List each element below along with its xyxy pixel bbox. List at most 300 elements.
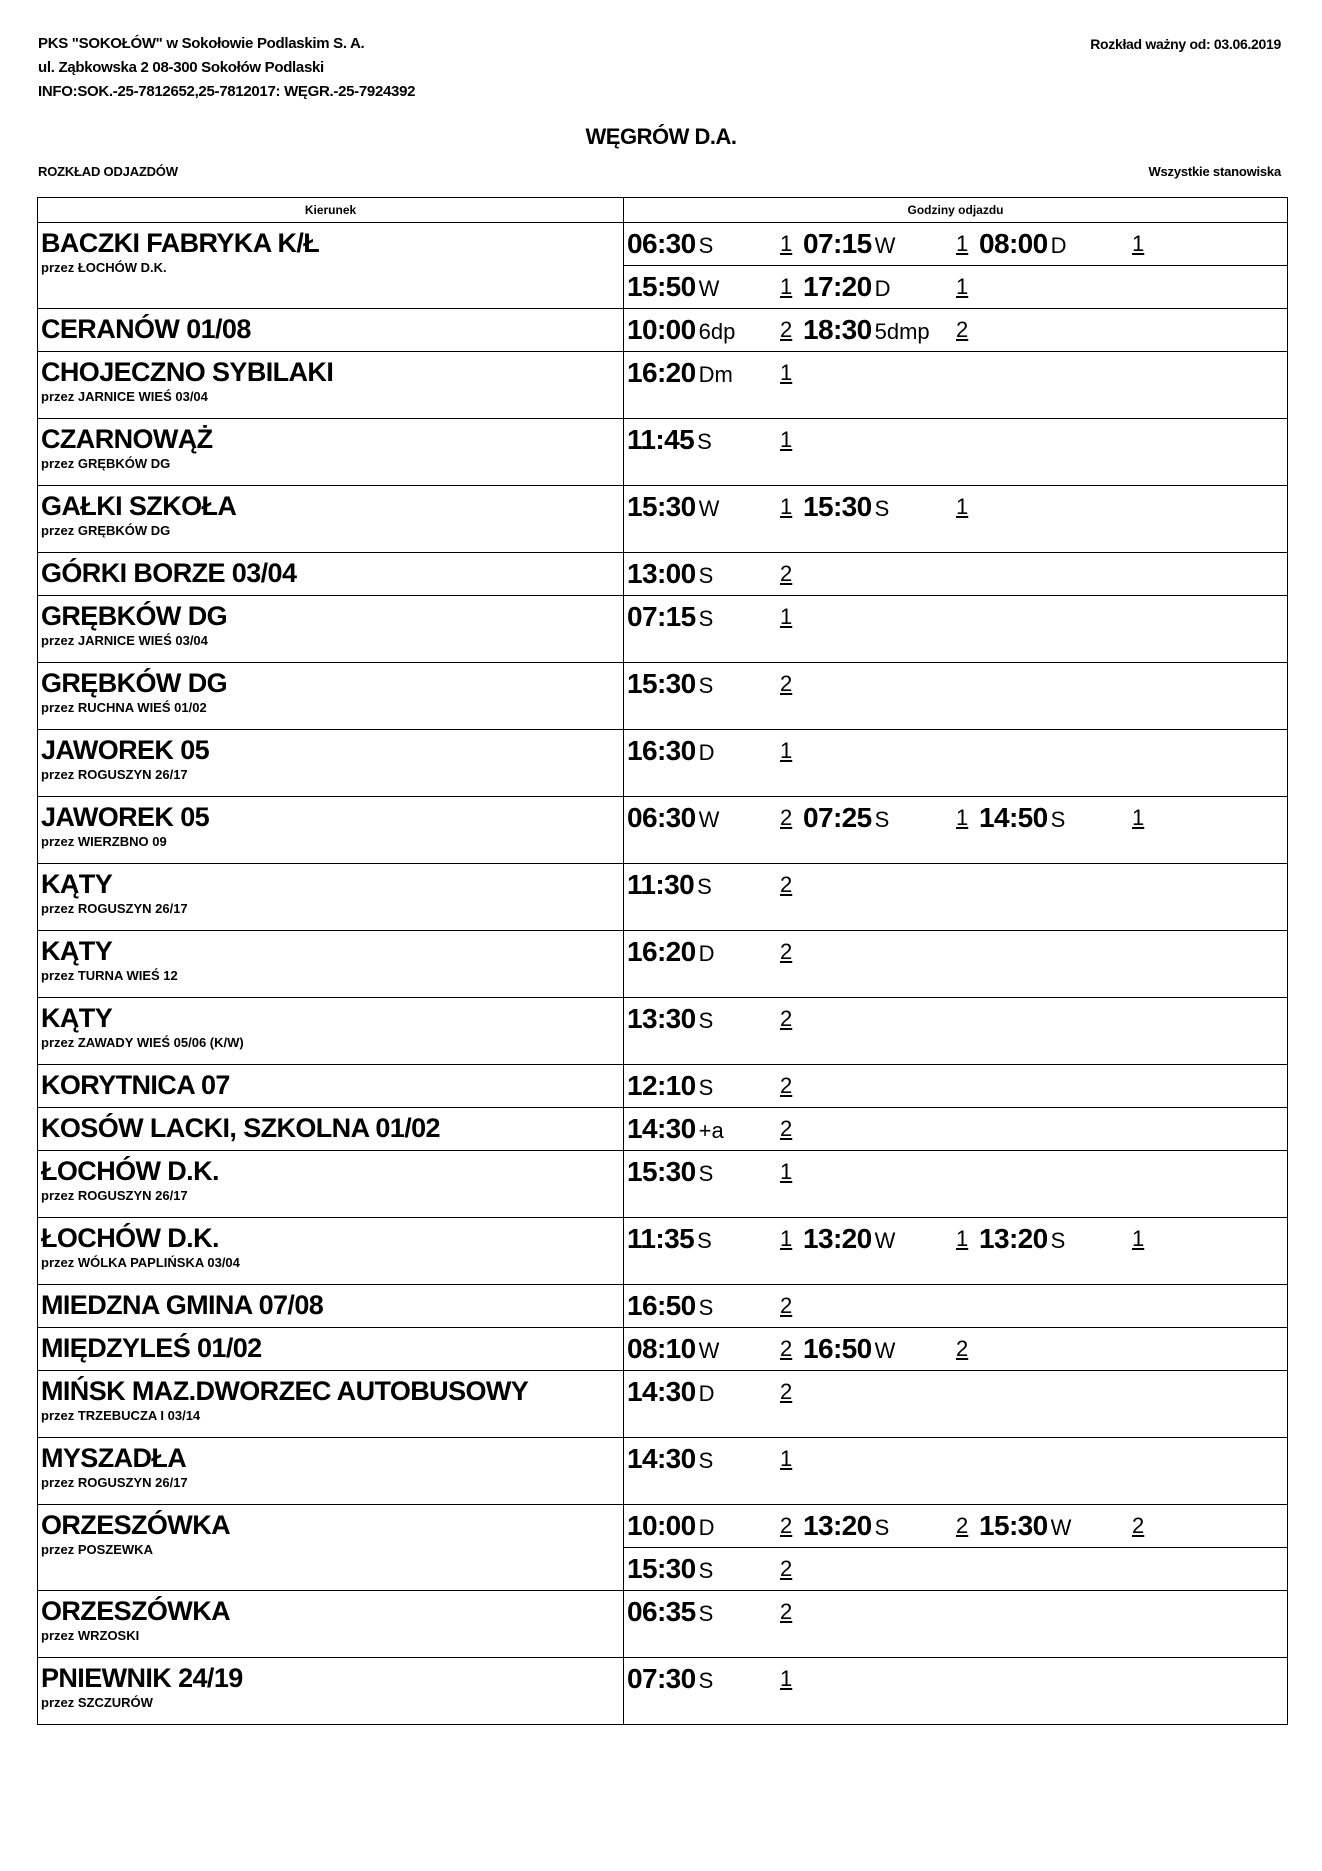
day-marker: S xyxy=(698,1295,714,1320)
departure xyxy=(627,734,793,768)
departure-time: 16:50 xyxy=(803,1333,872,1364)
departure-line xyxy=(624,223,1287,265)
direction-cell xyxy=(38,223,624,309)
departure xyxy=(627,227,793,261)
direction-cell xyxy=(38,309,624,352)
table-header-row xyxy=(38,198,1288,223)
departure-line xyxy=(624,1108,1287,1150)
departure-time: 06:30 xyxy=(627,802,696,833)
departure-line xyxy=(624,352,1287,418)
day-marker: S xyxy=(698,673,714,698)
table-row xyxy=(38,797,1288,864)
departure xyxy=(803,1222,969,1256)
day-marker: S xyxy=(698,606,714,631)
departure-line xyxy=(624,1065,1287,1107)
departure xyxy=(627,667,793,701)
departure-time: 14:30 xyxy=(627,1376,696,1407)
platform-number: 1 xyxy=(780,274,793,299)
departure xyxy=(627,1509,793,1543)
departure xyxy=(627,935,793,969)
day-marker: D xyxy=(698,941,715,966)
platform-number: 2 xyxy=(956,1336,969,1361)
departure-line xyxy=(624,596,1287,662)
table-row xyxy=(38,352,1288,419)
departure-line xyxy=(624,931,1287,997)
day-marker: S xyxy=(698,563,714,588)
departures-cell xyxy=(624,1438,1288,1505)
departure-line xyxy=(624,1591,1287,1657)
platform-number: 2 xyxy=(780,872,793,897)
departure-line xyxy=(624,864,1287,930)
departures-cell xyxy=(624,1151,1288,1218)
platform-number: 1 xyxy=(1132,231,1145,256)
departure-time: 16:50 xyxy=(627,1290,696,1321)
platform-number: 1 xyxy=(780,427,793,452)
departures-cell xyxy=(624,864,1288,931)
company-name: PKS "SOKOŁÓW" w Sokołowie Podlaskim S. A. xyxy=(38,35,365,52)
departure xyxy=(627,1332,793,1366)
departure xyxy=(979,1222,1145,1256)
departures-cell xyxy=(624,1371,1288,1438)
departure-line xyxy=(624,419,1287,485)
departure-time: 15:30 xyxy=(627,1156,696,1187)
via-route: przez ROGUSZYN 26/17 xyxy=(41,1475,188,1490)
day-marker: S xyxy=(698,1448,714,1473)
platform-number: 1 xyxy=(780,1446,793,1471)
day-marker: W xyxy=(874,1228,896,1253)
day-marker: D xyxy=(698,1515,715,1540)
day-marker: S xyxy=(698,1668,714,1693)
departure xyxy=(627,270,793,304)
departure-time: 14:30 xyxy=(627,1113,696,1144)
direction-cell xyxy=(38,1285,624,1328)
departures-cell xyxy=(624,730,1288,797)
day-marker: Dm xyxy=(698,362,733,387)
departure-line xyxy=(624,1151,1287,1217)
departure-time: 15:30 xyxy=(979,1510,1048,1541)
destination-name: GÓRKI BORZE 03/04 xyxy=(41,558,297,588)
via-route: przez ROGUSZYN 26/17 xyxy=(41,1188,188,1203)
platform-number: 2 xyxy=(780,317,793,342)
direction-cell xyxy=(38,352,624,419)
platform-number: 1 xyxy=(780,738,793,763)
company-info xyxy=(38,32,415,104)
departure-time: 11:35 xyxy=(627,1223,695,1254)
table-row xyxy=(38,998,1288,1065)
departure-time: 13:20 xyxy=(979,1223,1048,1254)
direction-cell xyxy=(38,486,624,553)
via-route: przez SZCZURÓW xyxy=(41,1695,153,1710)
day-marker: S xyxy=(697,874,712,899)
destination-name: KĄTY xyxy=(41,1003,113,1033)
via-route: przez TURNA WIEŚ 12 xyxy=(41,968,178,983)
day-marker: 5dmp xyxy=(874,319,930,344)
table-row xyxy=(38,1065,1288,1108)
platform-number: 2 xyxy=(780,1513,793,1538)
departure xyxy=(803,490,969,524)
departure xyxy=(627,1112,793,1146)
table-row xyxy=(38,1328,1288,1371)
departure xyxy=(627,1069,793,1103)
departure-time: 07:15 xyxy=(803,228,872,259)
via-route: przez GRĘBKÓW DG xyxy=(41,523,171,538)
departures-cell xyxy=(624,309,1288,352)
table-row xyxy=(38,1591,1288,1658)
destination-name: JAWOREK 05 xyxy=(41,802,210,832)
day-marker: S xyxy=(698,1008,714,1033)
departure-time: 11:45 xyxy=(627,424,695,455)
platform-number: 2 xyxy=(780,1006,793,1031)
via-route: przez WÓLKA PAPLIŃSKA 03/04 xyxy=(41,1255,240,1270)
platform-number: 1 xyxy=(956,274,969,299)
departures-cell xyxy=(624,1065,1288,1108)
via-route: przez ZAWADY WIEŚ 05/06 (K/W) xyxy=(41,1035,244,1050)
departure-time: 15:30 xyxy=(627,1553,696,1584)
destination-name: MIĘDZYLEŚ 01/02 xyxy=(41,1333,262,1363)
via-route: przez ROGUSZYN 26/17 xyxy=(41,901,188,916)
direction-cell xyxy=(38,1658,624,1725)
destination-name: ORZESZÓWKA xyxy=(41,1596,230,1626)
platform-number: 1 xyxy=(956,805,969,830)
via-route: przez ŁOCHÓW D.K. xyxy=(41,260,167,275)
platform-number: 2 xyxy=(780,1599,793,1624)
departure xyxy=(627,1662,793,1696)
departures-cell xyxy=(624,486,1288,553)
day-marker: D xyxy=(698,1381,715,1406)
day-marker: S xyxy=(874,807,890,832)
destination-name: GRĘBKÓW DG xyxy=(41,668,227,698)
table-row xyxy=(38,1371,1288,1438)
departure-time: 15:30 xyxy=(803,491,872,522)
departure-time: 13:30 xyxy=(627,1003,696,1034)
departure xyxy=(627,423,793,457)
direction-cell xyxy=(38,1065,624,1108)
direction-cell xyxy=(38,1151,624,1218)
departure xyxy=(627,801,793,835)
departure xyxy=(627,1552,793,1586)
departure xyxy=(627,1002,793,1036)
departures-cell xyxy=(624,1108,1288,1151)
destination-name: BACZKI FABRYKA K/Ł xyxy=(41,228,320,258)
departure xyxy=(627,313,793,347)
departure xyxy=(627,490,793,524)
table-body xyxy=(38,223,1288,1725)
departure xyxy=(803,227,969,261)
departure-time: 06:30 xyxy=(627,228,696,259)
departures-cell xyxy=(624,1505,1288,1591)
departures-cell xyxy=(624,998,1288,1065)
day-marker: S xyxy=(698,1558,714,1583)
departures-cell xyxy=(624,352,1288,419)
destination-name: GRĘBKÓW DG xyxy=(41,601,227,631)
direction-cell xyxy=(38,1371,624,1438)
destination-name: MIŃSK MAZ.DWORZEC AUTOBUSOWY xyxy=(41,1376,529,1406)
departures-cell xyxy=(624,1328,1288,1371)
destination-name: PNIEWNIK 24/19 xyxy=(41,1663,243,1693)
platform-number: 1 xyxy=(780,360,793,385)
table-row xyxy=(38,553,1288,596)
day-marker: S xyxy=(874,1515,890,1540)
departures-cell xyxy=(624,223,1288,309)
table-row xyxy=(38,864,1288,931)
day-marker: W xyxy=(698,276,720,301)
departure-time: 15:30 xyxy=(627,491,696,522)
platform-number: 1 xyxy=(1132,1226,1145,1251)
platform-number: 1 xyxy=(956,231,969,256)
departure xyxy=(627,1222,793,1256)
destination-name: MIEDZNA GMINA 07/08 xyxy=(41,1290,324,1320)
via-route: przez TRZEBUCZA I 03/14 xyxy=(41,1408,201,1423)
destination-name: ŁOCHÓW D.K. xyxy=(41,1156,219,1186)
departure xyxy=(627,868,793,902)
departure xyxy=(627,1595,793,1629)
platform-number: 2 xyxy=(780,1293,793,1318)
departure-line xyxy=(624,797,1287,863)
table-row xyxy=(38,223,1288,309)
direction-cell xyxy=(38,864,624,931)
platform-number: 1 xyxy=(780,1666,793,1691)
day-marker: W xyxy=(874,233,896,258)
direction-cell xyxy=(38,596,624,663)
departure-time: 11:30 xyxy=(627,869,695,900)
table-row xyxy=(38,730,1288,797)
via-route: przez WRZOSKI xyxy=(41,1628,140,1643)
departure-line xyxy=(624,486,1287,552)
direction-cell xyxy=(38,1438,624,1505)
departure-line xyxy=(624,553,1287,595)
departure-line xyxy=(624,1285,1287,1327)
departure xyxy=(627,1155,793,1189)
day-marker: W xyxy=(698,496,720,521)
destination-name: KĄTY xyxy=(41,936,113,966)
company-phone: INFO:SOK.-25-7812652,25-7812017: WĘGR.-25-7924392 xyxy=(38,83,416,100)
departure-time: 16:20 xyxy=(627,936,696,967)
departure xyxy=(627,1289,793,1323)
departure-time: 14:50 xyxy=(979,802,1048,833)
table-row xyxy=(38,596,1288,663)
departure-line xyxy=(624,309,1287,351)
direction-cell xyxy=(38,1218,624,1285)
departure-table xyxy=(37,197,1288,1725)
day-marker: 6dp xyxy=(698,319,736,344)
stands-label: Wszystkie stanowiska xyxy=(1148,164,1281,179)
via-route: przez ROGUSZYN 26/17 xyxy=(41,767,188,782)
departure xyxy=(803,1332,969,1366)
departure xyxy=(979,1509,1145,1543)
platform-number: 2 xyxy=(780,561,793,586)
departures-cell xyxy=(624,596,1288,663)
departures-cell xyxy=(624,1591,1288,1658)
direction-cell xyxy=(38,1328,624,1371)
departure xyxy=(627,1442,793,1476)
departure-line xyxy=(624,663,1287,729)
departure xyxy=(627,356,793,390)
departure-time: 14:30 xyxy=(627,1443,696,1474)
day-marker: W xyxy=(698,1338,720,1363)
destination-name: ORZESZÓWKA xyxy=(41,1510,230,1540)
departure-time: 07:15 xyxy=(627,601,696,632)
platform-number: 1 xyxy=(780,1226,793,1251)
destination-name: KORYTNICA 07 xyxy=(41,1070,230,1100)
day-marker: S xyxy=(1050,1228,1066,1253)
destination-name: CERANÓW 01/08 xyxy=(41,314,251,344)
platform-number: 1 xyxy=(956,1226,969,1251)
day-marker: S xyxy=(698,1161,714,1186)
destination-name: KOSÓW LACKI, SZKOLNA 01/02 xyxy=(41,1113,440,1143)
via-route: przez JARNICE WIEŚ 03/04 xyxy=(41,633,208,648)
direction-cell xyxy=(38,797,624,864)
departure-line xyxy=(624,998,1287,1064)
table-row xyxy=(38,931,1288,998)
departure-time: 13:20 xyxy=(803,1510,872,1541)
departure-line xyxy=(624,265,1287,308)
departure-time: 16:30 xyxy=(627,735,696,766)
table-row xyxy=(38,419,1288,486)
platform-number: 2 xyxy=(780,671,793,696)
departure-time: 10:00 xyxy=(627,1510,696,1541)
destination-name: CZARNOWĄŻ xyxy=(41,424,213,454)
direction-cell xyxy=(38,998,624,1065)
platform-number: 2 xyxy=(780,1379,793,1404)
platform-number: 2 xyxy=(780,1336,793,1361)
departures-cell xyxy=(624,931,1288,998)
table-row xyxy=(38,1505,1288,1591)
departures-cell xyxy=(624,1658,1288,1725)
departure-line xyxy=(624,730,1287,796)
destination-name: ŁOCHÓW D.K. xyxy=(41,1223,219,1253)
departure xyxy=(803,313,969,347)
departure-time: 13:00 xyxy=(627,558,696,589)
via-route: przez WIERZBNO 09 xyxy=(41,834,167,849)
departure-time: 06:35 xyxy=(627,1596,696,1627)
platform-number: 1 xyxy=(780,604,793,629)
via-route: przez GRĘBKÓW DG xyxy=(41,456,171,471)
departure-line xyxy=(624,1658,1287,1724)
column-header-direction: Kierunek xyxy=(38,198,624,223)
day-marker: D xyxy=(874,276,891,301)
day-marker: S xyxy=(874,496,890,521)
direction-cell xyxy=(38,663,624,730)
departures-cell xyxy=(624,797,1288,864)
departure-time: 12:10 xyxy=(627,1070,696,1101)
destination-name: CHOJECZNO SYBILAKI xyxy=(41,357,334,387)
day-marker: W xyxy=(874,1338,896,1363)
departure-time: 13:20 xyxy=(803,1223,872,1254)
departure-time: 17:20 xyxy=(803,271,872,302)
platform-number: 2 xyxy=(780,1556,793,1581)
day-marker: S xyxy=(698,1601,714,1626)
departure-time: 15:50 xyxy=(627,271,696,302)
departure-line xyxy=(624,1371,1287,1437)
departure xyxy=(627,557,793,591)
day-marker: S xyxy=(698,1075,714,1100)
table-row xyxy=(38,663,1288,730)
departures-cell xyxy=(624,419,1288,486)
platform-number: 1 xyxy=(956,494,969,519)
platform-number: 2 xyxy=(780,805,793,830)
departure-time: 18:30 xyxy=(803,314,872,345)
departure xyxy=(627,1375,793,1409)
day-marker: W xyxy=(1050,1515,1072,1540)
departure-time: 07:25 xyxy=(803,802,872,833)
table-row xyxy=(38,1658,1288,1725)
destination-name: KĄTY xyxy=(41,869,113,899)
direction-cell xyxy=(38,419,624,486)
day-marker: S xyxy=(698,233,714,258)
table-row xyxy=(38,1151,1288,1218)
direction-cell xyxy=(38,1591,624,1658)
company-address: ul. Ząbkowska 2 08-300 Sokołów Podlaski xyxy=(38,59,324,76)
departures-cell xyxy=(624,1285,1288,1328)
platform-number: 2 xyxy=(780,1116,793,1141)
platform-number: 2 xyxy=(1132,1513,1145,1538)
departure xyxy=(979,227,1145,261)
platform-number: 1 xyxy=(1132,805,1145,830)
departures-cell xyxy=(624,553,1288,596)
day-marker: S xyxy=(697,1228,712,1253)
day-marker: D xyxy=(1050,233,1067,258)
table-row xyxy=(38,486,1288,553)
validity-date: Rozkład ważny od: 03.06.2019 xyxy=(1090,36,1281,52)
column-header-times: Godziny odjazdu xyxy=(624,198,1288,223)
departure-time: 16:20 xyxy=(627,357,696,388)
table-row xyxy=(38,1108,1288,1151)
station-title: WĘGRÓW D.A. xyxy=(585,124,737,149)
direction-cell xyxy=(38,553,624,596)
day-marker: W xyxy=(698,807,720,832)
departure-line xyxy=(624,1218,1287,1284)
via-route: przez RUCHNA WIEŚ 01/02 xyxy=(41,700,207,715)
departure xyxy=(803,801,969,835)
via-route: przez POSZEWKA xyxy=(41,1542,153,1557)
departure-line xyxy=(624,1505,1287,1547)
departure-time: 08:10 xyxy=(627,1333,696,1364)
departure-line xyxy=(624,1547,1287,1590)
platform-number: 1 xyxy=(780,231,793,256)
departure-time: 07:30 xyxy=(627,1663,696,1694)
departure-line xyxy=(624,1328,1287,1370)
day-marker: D xyxy=(698,740,715,765)
day-marker: S xyxy=(697,429,712,454)
departure-line xyxy=(624,1438,1287,1504)
departure-time: 08:00 xyxy=(979,228,1048,259)
platform-number: 1 xyxy=(780,1159,793,1184)
platform-number: 2 xyxy=(956,1513,969,1538)
platform-number: 2 xyxy=(780,939,793,964)
destination-name: JAWOREK 05 xyxy=(41,735,210,765)
departure-time: 10:00 xyxy=(627,314,696,345)
departure xyxy=(979,801,1145,835)
schedule-title: ROZKŁAD ODJAZDÓW xyxy=(38,164,178,179)
departure-time: 15:30 xyxy=(627,668,696,699)
table-row xyxy=(38,1438,1288,1505)
destination-name: GAŁKI SZKOŁA xyxy=(41,491,237,521)
via-route: przez JARNICE WIEŚ 03/04 xyxy=(41,389,208,404)
platform-number: 1 xyxy=(780,494,793,519)
direction-cell xyxy=(38,931,624,998)
platform-number: 2 xyxy=(780,1073,793,1098)
departures-cell xyxy=(624,1218,1288,1285)
table-row xyxy=(38,309,1288,352)
destination-name: MYSZADŁA xyxy=(41,1443,187,1473)
table-row xyxy=(38,1218,1288,1285)
day-marker: +a xyxy=(698,1118,724,1143)
departure xyxy=(803,1509,969,1543)
departure xyxy=(803,270,969,304)
departures-cell xyxy=(624,663,1288,730)
direction-cell xyxy=(38,1108,624,1151)
direction-cell xyxy=(38,1505,624,1591)
